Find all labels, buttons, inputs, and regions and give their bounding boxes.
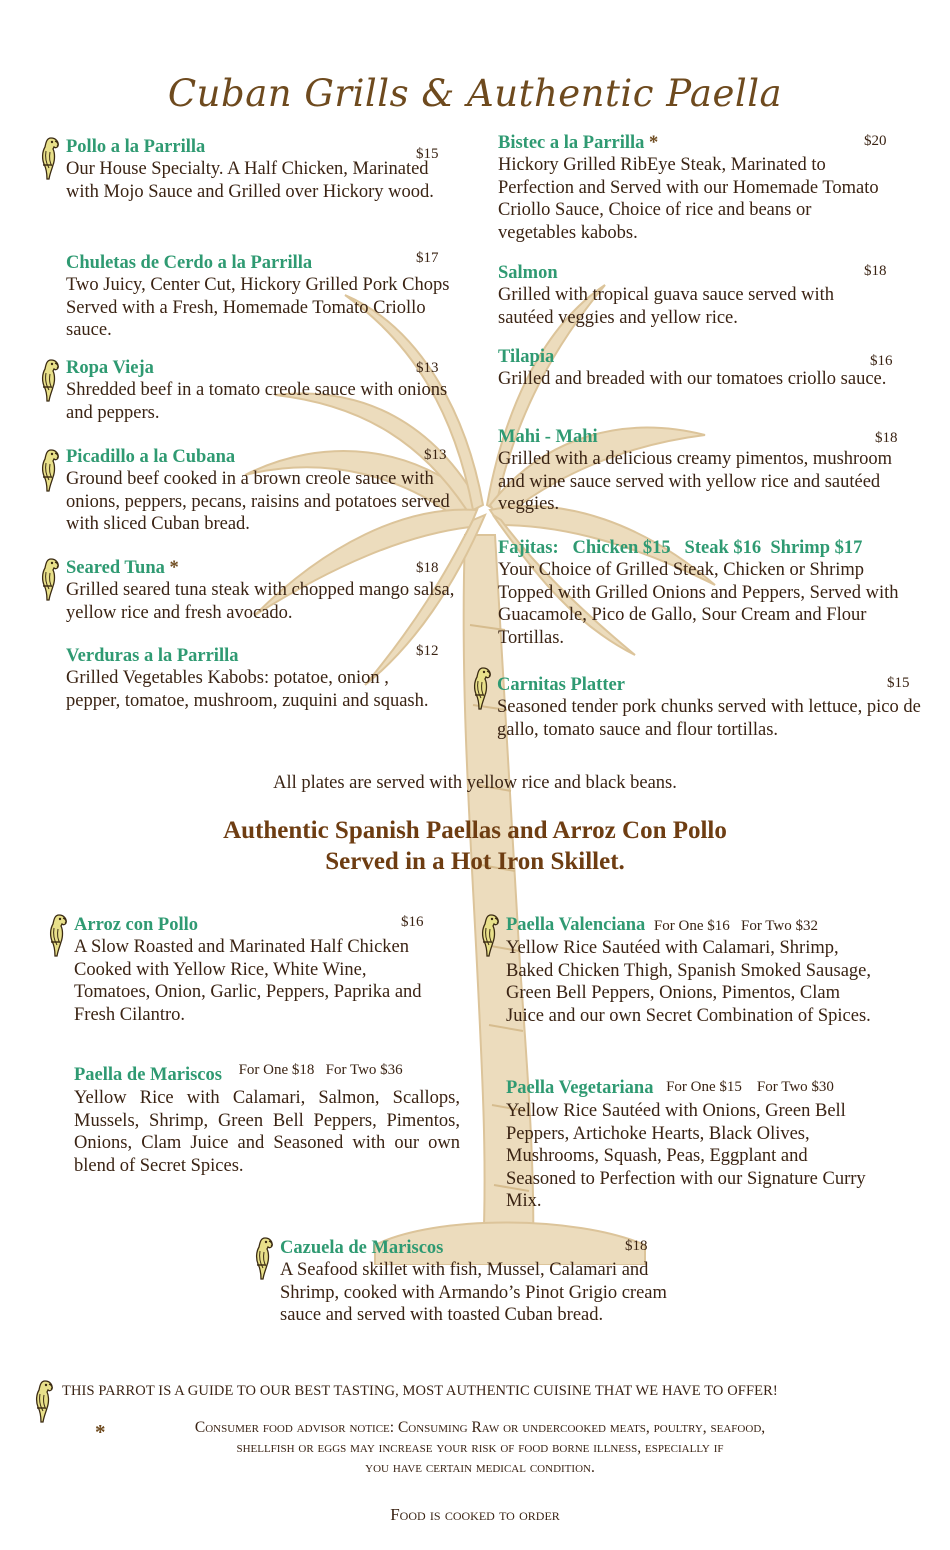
- item-name: Paella Vegetariana For One $15 For Two $30: [506, 1078, 834, 1098]
- parrot-icon: [46, 912, 70, 958]
- item-price: $13: [424, 447, 447, 463]
- item-name: Mahi - Mahi: [498, 427, 598, 447]
- menu-item-pollo: [66, 137, 456, 203]
- page-title: Cuban Grills & Authentic Paella: [167, 72, 783, 115]
- item-description: Grilled seared tuna steak with chopped mango salsa, yellow rice and fresh avocado.: [66, 580, 455, 623]
- item-description: Your Choice of Grilled Steak, Chicken or Shrimp Topped with Grilled Onions and Peppers, Served with Guacamole, Pico de Gallo, Sour Cream and Flour Tortillas.: [498, 560, 899, 648]
- item-price: $17: [416, 250, 439, 266]
- item-name: Cazuela de Mariscos: [280, 1238, 444, 1258]
- parrot-icon: [470, 665, 494, 711]
- item-description: Grilled and breaded with our tomatoes criollo sauce.: [498, 369, 887, 389]
- menu-item-ropa-vieja: [66, 358, 450, 424]
- item-name: Arroz con Pollo: [74, 915, 198, 935]
- served-note: All plates are served with yellow rice and black beans.: [273, 773, 677, 793]
- item-price: $15: [416, 146, 439, 162]
- menu-item-tilapia: [498, 347, 893, 391]
- item-description: Yellow Rice with Calamari, Salmon, Scallops, Mussels, Shrimp, Green Bell Peppers, Pimentos, Onions, Clam Juice and Seasoned with our own blend of Secret Spices.: [74, 1088, 460, 1176]
- item-description: Hickory Grilled RibEye Steak, Marinated to Perfection and Served with our Homemade Tomato Criollo Sauce, Choice of rice and beans or vegetables kabobs.: [498, 155, 879, 243]
- parrot-icon: [38, 447, 62, 493]
- item-description: Grilled with a delicious creamy pimentos, mushroom and wine sauce served with yellow rice and sautéed veggies.: [498, 449, 893, 514]
- item-price: $15: [887, 675, 910, 691]
- item-name: Tilapia: [498, 347, 555, 367]
- advisory-line-2: shellfish or eggs may increase your risk of food borne illness, especially if: [236, 1439, 724, 1456]
- item-price: $16: [870, 353, 893, 369]
- item-description: Yellow Rice Sautéed with Onions, Green Bell Peppers, Artichoke Hearts, Black Olives, Mushrooms, Squash, Peas, Eggplant and Seasoned to Perfection with our Signature Curry Mix.: [506, 1101, 866, 1211]
- menu-item-mahi-mahi: [498, 427, 910, 516]
- item-price: $20: [864, 133, 887, 149]
- menu-item-cazuela-de-mariscos: [280, 1238, 670, 1327]
- paella-heading-line-2: Served in a Hot Iron Skillet.: [325, 848, 625, 875]
- menu-item-paella-valenciana: [506, 915, 886, 1027]
- item-price: For One $18 For Two $36: [238, 1062, 403, 1078]
- item-name: Fajitas: Chicken $15 Steak $16 Shrimp $17: [498, 538, 863, 558]
- item-name: Bistec a la Parrilla *: [498, 133, 659, 153]
- item-name: Picadillo a la Cubana: [66, 447, 236, 467]
- advisory-star-icon: *: [649, 133, 659, 153]
- item-name: Verduras a la Parrilla: [66, 646, 239, 666]
- menu-item-paella-vegetariana: [506, 1078, 896, 1213]
- menu-item-paella-de-mariscos: [74, 1062, 464, 1177]
- cooked-to-order-note: Food is cooked to order: [390, 1505, 560, 1524]
- item-price: $12: [416, 643, 439, 659]
- menu-item-chuletas: [66, 250, 450, 342]
- menu-item-verduras: [66, 643, 446, 712]
- paella-heading: [0, 815, 950, 877]
- item-price: $18: [864, 263, 887, 279]
- item-price: For One $16 For Two $32: [653, 918, 818, 934]
- parrot-icon: [38, 556, 62, 602]
- item-description: Shredded beef in a tomato creole sauce with onions and peppers.: [66, 380, 448, 423]
- advisory-star-icon: *: [169, 558, 179, 578]
- paella-heading-line-1: Authentic Spanish Paellas and Arroz Con Pollo: [223, 817, 727, 844]
- item-name: Paella de Mariscos $^{For One \$18 For Two \$36}$: [74, 1062, 403, 1085]
- menu-item-salmon: [498, 263, 893, 329]
- parrot-icon: [478, 912, 502, 958]
- menu-item-seared-tuna: [66, 558, 456, 624]
- item-description: Our House Specialty. A Half Chicken, Marinated with Mojo Sauce and Grilled over Hickory wood.: [66, 159, 434, 202]
- item-description: Ground beef cooked in a brown creole sauce with onions, peppers, pecans, raisins and potatoes served with sliced Cuban bread.: [66, 469, 450, 534]
- parrot-guide-note: THIS PARROT IS A GUIDE TO OUR BEST TASTING, MOST AUTHENTIC CUISINE THAT WE HAVE TO OFFER!: [62, 1383, 778, 1399]
- item-name: Chuletas de Cerdo a la Parrilla: [66, 253, 313, 273]
- item-name: Paella Valenciana For One $16 For Two $32: [506, 915, 818, 935]
- menu-item-carnitas: [497, 675, 922, 741]
- item-name: Seared Tuna *: [66, 558, 179, 578]
- item-price: $18: [625, 1238, 648, 1254]
- item-description: Grilled Vegetables Kabobs: potatoe, onion , pepper, tomatoe, mushroom, zuquini and squash.: [66, 668, 429, 711]
- item-description: A Slow Roasted and Marinated Half Chicken Cooked with Yellow Rice, White Wine, Tomatoes, Onion, Garlic, Peppers, Paprika and Fresh Cilantro.: [74, 937, 422, 1025]
- menu-item-picadillo: [66, 447, 456, 536]
- item-description: Seasoned tender pork chunks served with lettuce, pico de gallo, tomato sauce and flour tortillas.: [497, 697, 921, 740]
- parrot-icon: [38, 135, 62, 181]
- item-price: $18: [875, 430, 898, 446]
- advisory-line-1: Consumer food advisor notice: Consuming Raw or undercooked meats, poultry, seafood,: [194, 1419, 766, 1436]
- menu-item-fajitas: [498, 538, 920, 649]
- parrot-icon: [252, 1235, 276, 1281]
- advisory-notice: [0, 1418, 950, 1478]
- parrot-icon: [38, 357, 62, 403]
- item-description: Grilled with tropical guava sauce served with sautéed veggies and yellow rice.: [498, 285, 834, 328]
- advisory-star-icon: *: [95, 1420, 106, 1444]
- item-description: Two Juicy, Center Cut, Hickory Grilled Pork Chops Served with a Fresh, Homemade Tomato Criollo sauce.: [66, 275, 450, 340]
- advisory-line-3: you have certain medical condition.: [365, 1459, 595, 1476]
- item-price: $18: [416, 560, 439, 576]
- item-price: $16: [401, 914, 424, 930]
- item-description: Yellow Rice Sautéed with Calamari, Shrimp, Baked Chicken Thigh, Spanish Smoked Sausage, Green Bell Peppers, Onions, Pimentos, Clam Juice and our own Secret Combination of Spices.: [506, 938, 871, 1026]
- item-price: For One $15 For Two $30: [666, 1079, 834, 1095]
- menu-item-bistec: [498, 133, 893, 244]
- parrot-icon: [32, 1378, 56, 1424]
- item-name: Salmon: [498, 263, 558, 283]
- item-price: $13: [416, 360, 439, 376]
- menu-item-arroz-con-pollo: [74, 915, 444, 1026]
- item-name: Ropa Vieja: [66, 358, 154, 378]
- item-description: A Seafood skillet with fish, Mussel, Calamari and Shrimp, cooked with Armando’s Pinot Grigio cream sauce and served with toasted Cuban bread.: [280, 1260, 667, 1325]
- item-name: Carnitas Platter: [497, 675, 625, 695]
- item-name: Pollo a la Parrilla: [66, 137, 206, 157]
